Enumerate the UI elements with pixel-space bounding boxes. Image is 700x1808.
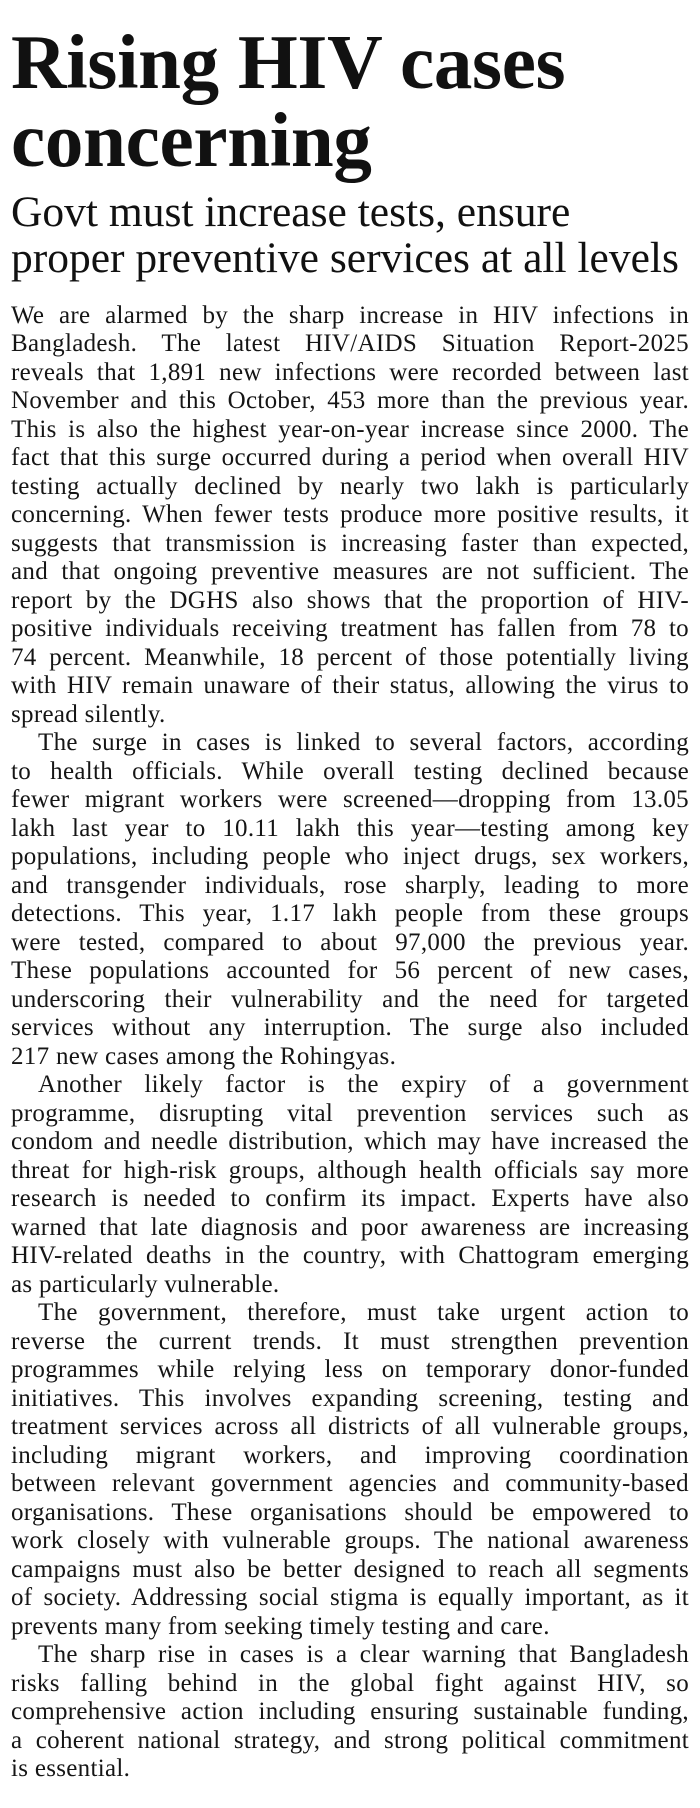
body-line: spread silently. xyxy=(11,700,166,728)
body-line: programmes while relying less on temporary donor-funded xyxy=(11,1356,689,1383)
headline xyxy=(11,19,689,183)
body-line: is essential. xyxy=(11,1755,131,1782)
body-line: between relevant government agencies and community-based xyxy=(11,1470,689,1497)
body-line: The surge in cases is linked to several factors, according xyxy=(38,729,689,756)
body-line: report by the DGHS also shows that the proportion of HIV- xyxy=(11,586,689,614)
body-paragraph xyxy=(11,1299,689,1641)
body-line: organisations. These organisations should be empowered to xyxy=(11,1498,689,1526)
body-line: including migrant workers, and improving coordination xyxy=(11,1441,689,1469)
body-line: underscoring their vulnerability and the need for targeted xyxy=(11,985,689,1013)
body-line: testing actually declined by nearly two lakh is particularly xyxy=(11,472,689,500)
article-header xyxy=(11,19,689,282)
body-paragraph xyxy=(11,1071,689,1299)
body-line: initiatives. This involves expanding screening, testing and xyxy=(11,1384,689,1412)
body-line: campaigns must also be better designed to reach all segments xyxy=(11,1555,689,1583)
body-line: as particularly vulnerable. xyxy=(11,1270,280,1298)
body-line: fewer migrant workers were screened—dropping from 13.05 xyxy=(11,786,689,813)
body-line: This is also the highest year-on-year increase since 2000. The xyxy=(11,415,689,443)
body-line: research is needed to confirm its impact. Experts have also xyxy=(11,1185,689,1212)
body-line: reveals that 1,891 new infections were recorded between last xyxy=(11,358,689,386)
body-line: and that ongoing preventive measures are not sufficient. The xyxy=(11,558,689,585)
subheadline-line: proper preventive services at all levels xyxy=(11,234,679,282)
body-line: positive individuals receiving treatment has fallen from 78 to xyxy=(11,615,689,642)
headline-line: Rising HIV cases xyxy=(11,19,566,105)
body-line: November and this October, 453 more than the previous year. xyxy=(11,387,689,414)
body-line: lakh last year to 10.11 lakh this year—testing among key xyxy=(11,814,689,842)
body-line: to health officials. While overall testing declined because xyxy=(11,757,689,785)
body-paragraph xyxy=(11,1641,689,1784)
body-line: and transgender individuals, rose sharply, leading to more xyxy=(11,871,689,899)
body-line: suggests that transmission is increasing faster than expected, xyxy=(11,529,689,557)
body-line: concerning. When fewer tests produce more positive results, it xyxy=(11,501,689,528)
body-line: treatment services across all districts of all vulnerable groups, xyxy=(11,1413,689,1440)
subheadline-line: Govt must increase tests, ensure xyxy=(11,188,571,236)
body-paragraph xyxy=(11,302,689,730)
body-line: comprehensive action including ensuring sustainable funding, xyxy=(11,1698,689,1725)
body-line: services without any interruption. The surge also included xyxy=(11,1014,689,1041)
body-line: 217 new cases among the Rohingyas. xyxy=(11,1042,397,1070)
body-line: with HIV remain unaware of their status, allowing the virus to xyxy=(11,672,689,699)
body-line: condom and needle distribution, which may have increased the xyxy=(11,1128,689,1155)
body-line: warned that late diagnosis and poor awareness are increasing xyxy=(11,1213,689,1241)
body-line: fact that this surge occurred during a period when overall HIV xyxy=(11,444,689,471)
body-line: These populations accounted for 56 percent of new cases, xyxy=(11,957,689,984)
body-line: The government, therefore, must take urgent action to xyxy=(38,1299,689,1326)
body-line: threat for high-risk groups, although health officials say more xyxy=(11,1156,689,1184)
body-line: The sharp rise in cases is a clear warning that Bangladesh xyxy=(38,1641,689,1668)
body-line: Another likely factor is the expiry of a government xyxy=(38,1071,689,1098)
body-line: risks falling behind in the global fight against HIV, so xyxy=(11,1669,689,1697)
body-line: programme, disrupting vital prevention services such as xyxy=(11,1099,689,1127)
body-paragraph xyxy=(11,729,689,1071)
body-line: 74 percent. Meanwhile, 18 percent of those potentially living xyxy=(11,643,689,671)
body-line: work closely with vulnerable groups. The national awareness xyxy=(11,1527,689,1554)
body-line: prevents many from seeking timely testing and care. xyxy=(11,1612,550,1640)
body-line: of society. Addressing social stigma is equally important, as it xyxy=(11,1584,689,1611)
body-line: were tested, compared to about 97,000 the previous year. xyxy=(11,928,689,956)
body-line: reverse the current trends. It must strengthen prevention xyxy=(11,1327,689,1355)
headline-line: concerning xyxy=(11,97,372,183)
body-line: We are alarmed by the sharp increase in HIV infections in xyxy=(11,301,689,329)
body-line: detections. This year, 1.17 lakh people from these groups xyxy=(11,900,689,927)
subheadline xyxy=(11,189,689,281)
editorial-body xyxy=(11,302,689,1784)
body-line: HIV-related deaths in the country, with Chattogram emerging xyxy=(11,1242,689,1269)
body-line: populations, including people who inject drugs, sex workers, xyxy=(11,843,689,870)
body-line: Bangladesh. The latest HIV/AIDS Situation Report-2025 xyxy=(11,330,689,357)
body-line: a coherent national strategy, and strong political commitment xyxy=(11,1726,689,1754)
